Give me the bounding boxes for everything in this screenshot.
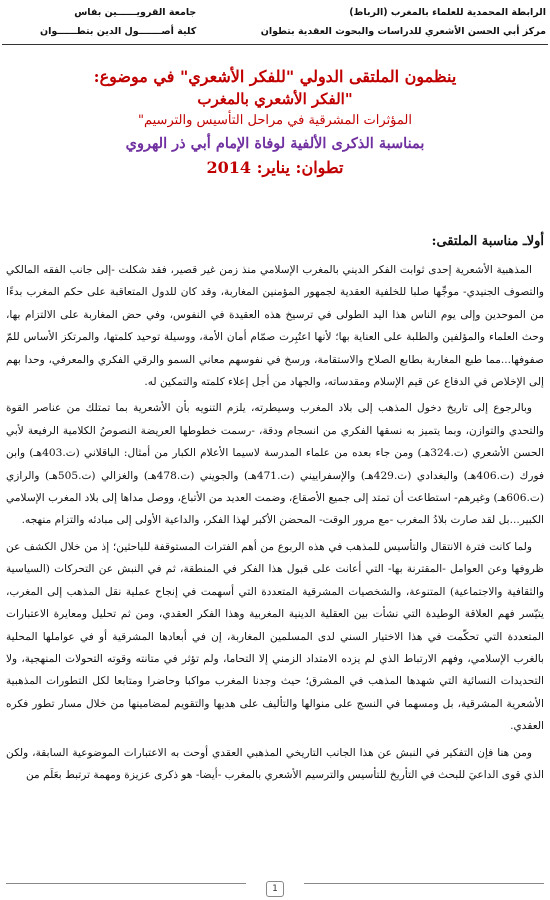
header-organization-name: الرابطة المحمدية للعلماء بالمغرب (الرباط): [349, 7, 546, 18]
paragraph: ومن هنا فإن التفكير في النبش عن هذا الجانب التاريخي المذهبي العقدي أوحت به الاعتبارات الموضوعية السابقة، ولكن الذي قوى الداعيَ للبحث في التأريخ للتأسيس والترسيم الأشعري بالمغرب -أيضا- هو ذكرى عزيزة ومهمة ترتبط بعَلَم من: [6, 746, 544, 781]
page-number: 1: [266, 881, 284, 897]
title-line-date: تطوان: يناير: 2014: [206, 158, 344, 177]
title-line-organizers: ينظمون الملتقى الدولي "للفكر الأشعري" في موضوع:: [93, 67, 457, 86]
header-center-name: مركز أبي الحسن الأشعري للدراسات والبحوث العقدية بتطوان: [260, 26, 546, 37]
title-block: [20, 66, 530, 180]
title-line-topic: "الفكر الأشعري بالمغرب: [197, 90, 353, 108]
body-text: [6, 259, 544, 786]
paragraph: المذهبية الأشعرية إحدى ثوابت الفكر الديني بالمغرب الإسلامي منذ زمن غير قصير، فقد شكلت -إلى جانب الفقه المالكي والتصوف الجنيدي- موجِّها صلبا للخلفية العقدية لجمهور المؤمنين المغاربة، وقد كان للدول المتعاقبة على حكم المغرب بدءًا من الموحدين وإلى يوم الناس هذا اليد الطولى في ترسيخ هذه العقيدة في النفوس، وفي حض المغاربة على الالتزام بها، وحث العلماء والمؤلفين والطلبة على العناية بها؛ لأنها اعتُبِرت صمّام أمان الأمة، ووسيلة توحيد كلمتها، والمرتكز الأساس للمّ صفوفها...مما طبع المغاربة بطابع الصلاح والاستقامة، ورسخ في نفوسهم معاني السمو والرقي الفكري والمعرفي، وحدا بهم إلى الإخلاص في الدفاع عن قيم الإسلام ومقدساته، والجهاد من أجل إعلاء كلمته والتمكين له.: [6, 264, 544, 389]
section-heading: أولاـ مناسبة الملتقى:: [431, 234, 544, 249]
header-right-block: [261, 3, 546, 41]
title-line-subtopic: المؤثرات المشرقية في مراحل التأسيس والترسيم": [138, 113, 412, 128]
header-left-block: [40, 3, 196, 41]
header-university-name: جامعة القرويــــــين بفاس: [74, 7, 197, 18]
title-line-occasion: بمناسبة الذكرى الألفية لوفاة الإمام أبي ذر الهروي: [125, 135, 425, 152]
footer: [0, 876, 550, 897]
header-faculty-name: كلية أصـــــــول الدين بتطــــــوان: [40, 26, 197, 37]
header-divider: [2, 44, 548, 45]
paragraph: ولما كانت فترة الانتقال والتأسيس للمذهب في هذه الربوع من أهم الفترات المستوقفة للباحثين؛ إذ من خلال الكشف عن ظروفها وعن العوامل -المقترنة بها- التي أعانت على قبول هذا الفكر في المنطقة، ثم في النبش عن التحركات (السياسية والثقافية والاجتماعية) المتنوعة، والشخصيات المشرقية المتعددة التي أسهمت في إنجاح عملية نقل المذهب إلى المغرب، يتيّسر فهم العلاقة الوطيدة التي نشأت بين العقلية الدينية المغربية وهذا الفكر العقدي، ومن ثم تحليل ومعايرة الاعتبارات المتعددة التي تحكّمت في هذا الاختيار السني لدى المسلمين المغاربة، إن في أبعادها المشرقية أو في عواملها المحلية بالغرب الإسلامي، وفهم الارتباط الذي لم يزده الامتداد الزمني إلا التحاما، ولم تؤثر في متانته وقوته التحولات المنهجية، ولا التحديدات النسائية التي شهدها المذهب في المشرق؛ حيث وجدنا المغرب مواكبا وحاضرا ومتابعا لكل التطورات المذهبية الأشعرية المشرقية، بل ومسهما في النسج على منوالها والتأليف على هديها والتقويم لمضامينها من خلال مسار تطور فكره العقدي.: [6, 540, 544, 733]
paragraph: وبالرجوع إلى تاريخ دخول المذهب إلى بلاد المغرب وسيطرته، يلزم التنويه بأن الأشعرية بما تمتلك من عناصر القوة والتحدي والتوازن، وبما يتميز به نسقها الفكري من انسجام ودقة، -رسمت خطوطها العريضة النصوصُ الكلامية الرفيعة لأبي الحسن الأشعري (ت.324هـ) ومن جاء بعده من علماء المدرسة لاسيما الأعلام الكبار من أمثال: الباقلاني (ت.403هـ) وابن فورك (ت.406هـ) والبغدادي (ت.429هـ) والإسفراييني (ت.471هـ) والجويني (ت.478هـ) والغزالي (ت.505هـ) والرازي (ت.606هـ) وغيرهم- استطاعت أن تمتد إلى جميع الأصقاع، وضمت العديد من الأتباع، ووصل مداها إلى بلاد المغرب الإسلامي الكبير...بل لقد صارت بلادُ المغرب -مع مرور الوقت- المحضن الأكبر لهذا الفكر، والداعية الأولى إلى مبادئه والتزام منهجه.: [6, 402, 545, 527]
